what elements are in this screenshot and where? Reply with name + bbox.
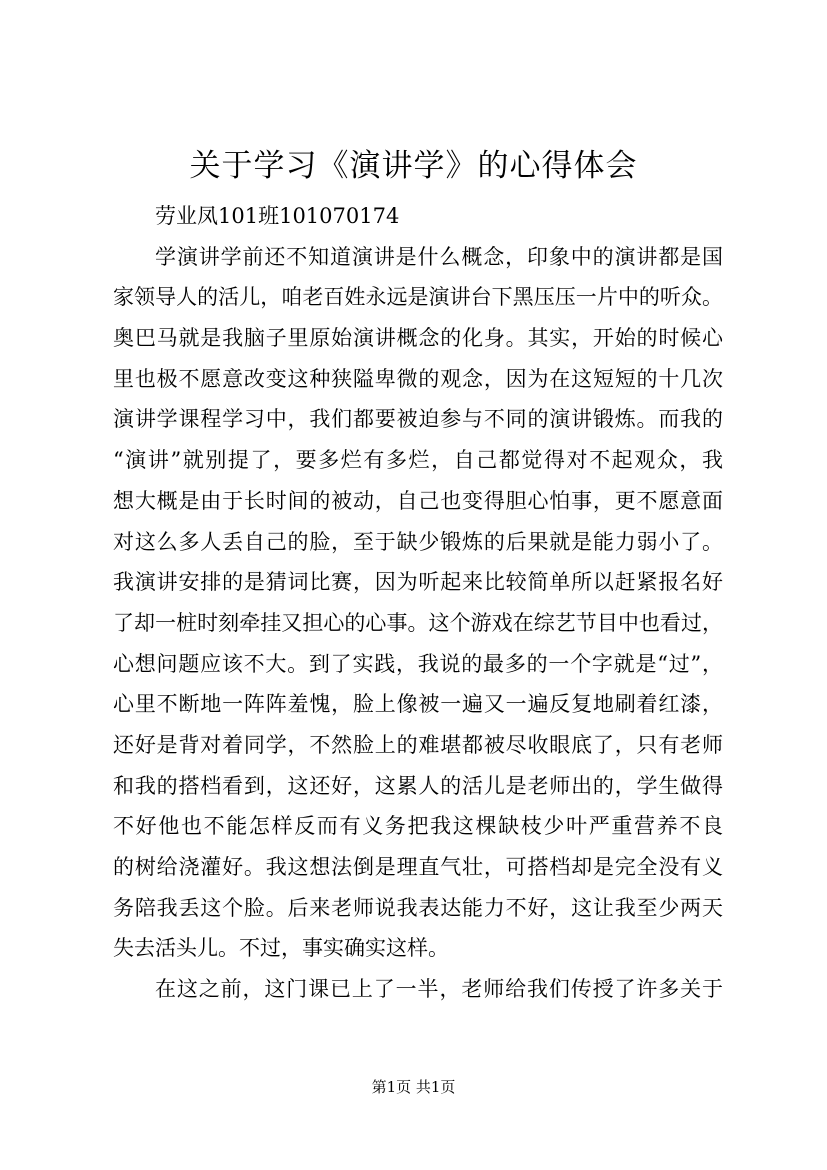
paragraph-line: 演讲学课程学习中，我们都要被迫参与不同的演讲锻炼。而我的 xyxy=(113,407,723,432)
paragraph-line: 的树给浇灌好。我这想法倒是理直气壮，可搭档却是完全没有义 xyxy=(113,855,723,879)
paragraph-line: 和我的搭档看到，这还好，这累人的活儿是老师出的，学生做得 xyxy=(113,773,723,798)
paragraph-line: 我演讲安排的是猜词比赛，因为听起来比较简单所以赶紧报名好 xyxy=(113,570,723,595)
paragraph-line: 心想问题应该不大。到了实践，我说的最多的一个字就是“过”， xyxy=(113,651,723,676)
paragraph-2 xyxy=(113,969,723,1010)
paragraph-line: 里也极不愿意改变这种狭隘卑微的观念，因为在这短短的十几次 xyxy=(113,366,723,391)
paragraph-line: 学演讲学前还不知道演讲是什么概念，印象中的演讲都是国 xyxy=(155,244,723,269)
paragraph-line: 了却一桩时刻牵挂又担心的心事。这个游戏在综艺节目中也看过， xyxy=(113,610,723,635)
paragraph-line: 还好是背对着同学，不然脸上的难堪都被尽收眼底了，只有老师 xyxy=(113,732,723,757)
page-footer: 第1页 共1页 xyxy=(371,1078,456,1096)
paragraph-1 xyxy=(113,237,723,969)
paragraph-line: 心里不断地一阵阵羞愧，脸上像被一遍又一遍反复地刷着红漆， xyxy=(113,692,723,717)
paragraph-line: 对这么多人丢自己的脸，至于缺少锻炼的后果就是能力弱小了。 xyxy=(113,529,723,554)
document-title: 关于学习《演讲学》的心得体会 xyxy=(189,148,638,184)
author-line: 劳业凤101班101070174 xyxy=(155,204,400,228)
paragraph-line: 不好他也不能怎样反而有义务把我这棵缺枝少叶严重营养不良 xyxy=(113,814,723,839)
paragraph-line: 在这之前，这门课已上了一半，老师给我们传授了许多关于 xyxy=(155,977,723,1002)
document-body xyxy=(113,196,723,1010)
paragraph-line: 想大概是由于长时间的被动，自己也变得胆心怕事，更不愿意面 xyxy=(113,488,723,513)
paragraph-line: “演讲”就别提了，要多烂有多烂，自己都觉得对不起观众，我 xyxy=(113,448,723,473)
paragraph-line: 奥巴马就是我脑子里原始演讲概念的化身。其实，开始的时候心 xyxy=(113,326,723,351)
paragraph-line: 家领导人的活儿，咱老百姓永远是演讲台下黑压压一片中的听众。 xyxy=(113,285,723,310)
paragraph-line: 失去活头儿。不过，事实确实这样。 xyxy=(113,936,449,961)
paragraph-line: 务陪我丢这个脸。后来老师说我表达能力不好，这让我至少两天 xyxy=(113,895,723,920)
